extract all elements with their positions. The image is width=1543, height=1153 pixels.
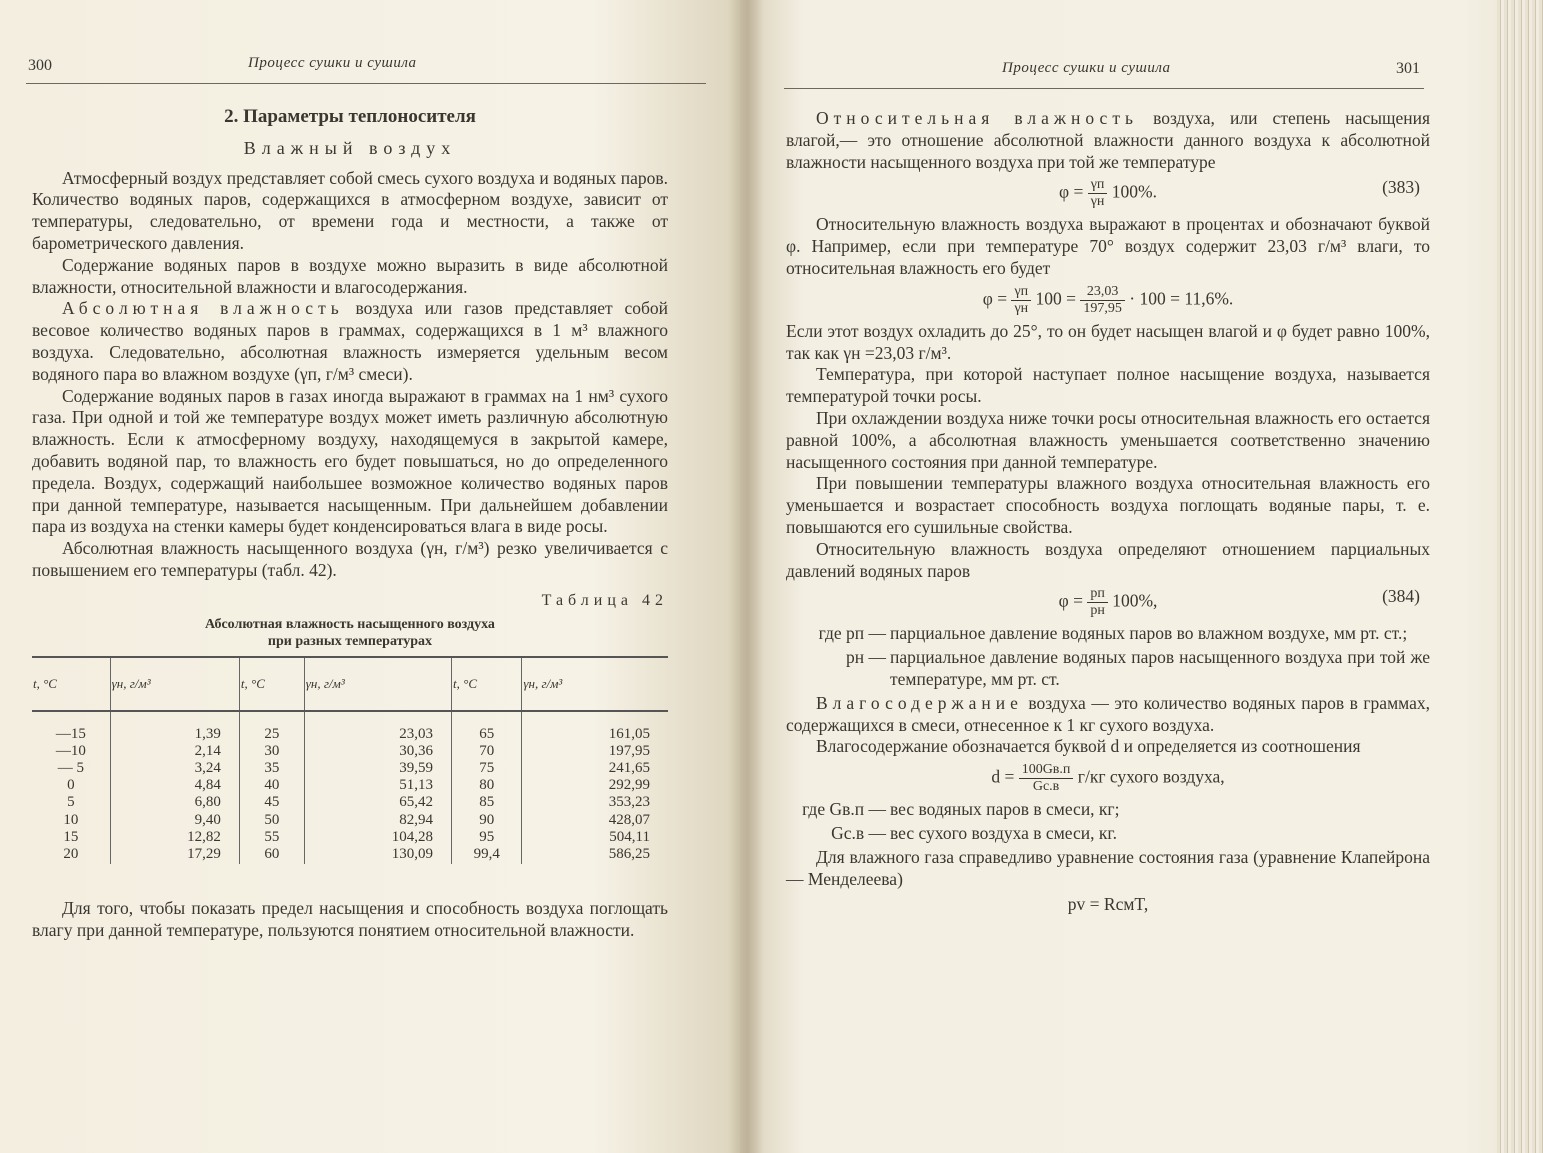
right-page — [740, 0, 1543, 1153]
table-cell: 2,14 — [194, 742, 221, 759]
table-cell: 9,40 — [194, 811, 221, 828]
table-cell: 5 — [67, 794, 75, 811]
table-cell: 197,95 — [608, 742, 650, 759]
right-text-column — [786, 108, 1430, 920]
table-cell: 30 — [264, 742, 280, 759]
formula-rhs: 100%. — [1111, 181, 1157, 202]
paragraph: Влагосодержание обозначается буквой d и определяется из соотношения — [816, 736, 1361, 757]
paragraph: При охлаждении воздуха ниже точки росы относительная влажность его остается равной 100%, а абсолютная влажность уменьшается соответственно значению насыщенного состояния при данной температуре. — [786, 407, 1430, 472]
table-cell: 504,11 — [609, 828, 650, 845]
table-row — [32, 711, 668, 865]
formula-gas-law: pv = RсмT, — [1067, 894, 1149, 915]
paragraph: Для того, чтобы показать предел насыщения и способность воздуха поглощать влагу при данной температуре, пользуются понятием относительной влажности. — [32, 898, 668, 940]
fraction — [1080, 284, 1125, 317]
table-column-humidity — [110, 711, 239, 865]
page-edge — [1497, 0, 1543, 1153]
table-header: t, °C — [452, 657, 522, 711]
table-column-humidity — [304, 711, 451, 865]
formula-rhs: г/кг сухого воздуха, — [1077, 766, 1225, 787]
paragraph: Относительную влажность воздуха определяют отношением парциальных давлений водяных паров — [786, 538, 1430, 581]
formula-example — [786, 284, 1430, 317]
paragraph: При повышении температуры влажного воздуха относительная влажность его уменьшается и возрастает способность воздуха поглощать водяные пары, т. е. повышаются его сушильные свойства. — [786, 473, 1430, 537]
fraction-numerator: γп — [1088, 177, 1108, 194]
table-cell: 0 — [67, 777, 75, 794]
definition-symbol: Gс.в — — [831, 822, 886, 843]
page-number: 301 — [1396, 60, 1420, 77]
table-caption: Таблица 42 — [541, 591, 668, 609]
definition-text: парциальное давление водяных паров во влажном воздухе, мм рт. ст.; — [890, 623, 1408, 644]
paragraph: Для влажного газа справедливо уравнение состояния газа (уравнение Клапейрона — Менделеева) — [786, 846, 1430, 889]
table-cell: 161,05 — [608, 725, 650, 742]
table-cell: 25 — [264, 725, 280, 742]
table-cell: 99,4 — [473, 845, 500, 862]
running-header: Процесс сушки и сушила — [1002, 60, 1171, 76]
running-header: Процесс сушки и сушила — [248, 55, 417, 71]
book-gutter — [728, 0, 764, 1153]
table-cell: 39,59 — [399, 759, 434, 776]
table-cell: 45 — [264, 794, 280, 811]
formula-mid: 100 = — [1035, 288, 1077, 309]
formula-383 — [786, 177, 1430, 210]
definition-item — [786, 799, 1430, 821]
table-cell: 60 — [264, 845, 280, 862]
table-column-temp — [32, 711, 110, 865]
table-cell: 82,94 — [399, 811, 434, 828]
table-cell: 586,25 — [608, 845, 650, 862]
table-cell: —15 — [55, 725, 86, 742]
table-cell: 17,29 — [187, 845, 221, 862]
paragraph: Содержание водяных паров в газах иногда выражают в граммах на 1 нм³ сухого газа. При одной и той же температуре воздух может иметь различную абсолютную влажность. Если к атмосферному воздуху, находящемуся в закрытой камере, добавить водяной пар, то влажность его будет повышаться, но до определенного предела. Воздух, содержащий наибольшее возможное количество водяных паров при данной температуре, называется насыщенным. При дальнейшем добавлении пара из воздуха на стенки камеры будет конденсироваться влага в виде росы. — [32, 385, 668, 537]
table-title — [32, 616, 668, 650]
fraction-numerator: γп — [1011, 284, 1031, 301]
table-header-row — [32, 657, 668, 711]
paragraph-text: воздуха или газов представляет собой весовое количество водяных паров в граммах, содержащихся в 1 м³ влажного воздуха. Следовательно, абсолютная влажность измеряется удельным весом водяного пара во влажном воздухе (γп, г/м³ смеси). — [32, 298, 668, 384]
formula-lhs: φ = — [1059, 181, 1084, 202]
fraction-denominator: 197,95 — [1083, 300, 1122, 316]
page-number: 300 — [28, 57, 52, 74]
humidity-table — [32, 656, 668, 865]
table-column-temp — [452, 711, 522, 865]
table-cell: 428,07 — [608, 811, 650, 828]
table-cell: 4,84 — [194, 777, 221, 794]
definition-text: вес сухого воздуха в смеси, кг. — [890, 822, 1117, 843]
header-rule — [26, 83, 706, 84]
table-column-humidity — [522, 711, 668, 865]
table-cell: 85 — [479, 794, 495, 811]
formula-moisture — [786, 762, 1430, 795]
table-cell: 35 — [264, 759, 280, 776]
table-cell: 292,99 — [608, 777, 650, 794]
paragraph — [32, 298, 668, 385]
table-cell: 40 — [264, 777, 280, 794]
equation-number: (383) — [1382, 177, 1420, 198]
subsection-title: Влажный воздух — [243, 137, 457, 158]
table-column-temp — [239, 711, 304, 865]
fraction — [1088, 177, 1108, 210]
paragraph-text: воздуха, или степень насыщения влагой,— это отношение абсолютной влажности данного воздуха к абсолютной влажности насыщенного воздуха при той же температуре — [786, 108, 1430, 172]
table-cell: 75 — [479, 759, 495, 776]
table-cell: 15 — [63, 828, 79, 845]
formula-rhs: · 100 = 11,6%. — [1129, 288, 1234, 309]
table-cell: 50 — [264, 811, 280, 828]
table-header: γн, г/м³ — [304, 657, 451, 711]
term-moisture-content: Влагосодержание — [816, 692, 1023, 713]
table-cell: 6,80 — [194, 794, 221, 811]
definition-symbol: где pп — — [818, 623, 886, 644]
table-cell: 51,13 — [399, 777, 434, 794]
term-absolute-humidity: Абсолютная влажность — [62, 298, 344, 319]
formula-lhs: d = — [991, 766, 1015, 787]
table-cell: 20 — [63, 845, 79, 862]
equation-number: (384) — [1382, 586, 1420, 607]
table-cell: 10 — [63, 811, 79, 828]
table-cell: 1,39 — [194, 725, 221, 742]
paragraph-text: воздуха — это количество водяных паров в граммах, содержащихся в смеси, отнесенное к 1 кг сухого воздуха. — [786, 692, 1430, 735]
table-cell: 70 — [479, 742, 495, 759]
table-cell: 65 — [479, 725, 495, 742]
definition-symbol: pн — — [846, 647, 886, 668]
paragraph: Относительную влажность воздуха выражают в процентах и обозначают буквой φ. Например, если при температуре 70° воздух содержит 23,03 г/м³ влаги, то относительная влажность его будет — [786, 214, 1430, 278]
table-title-line: Абсолютная влажность насыщенного воздуха — [205, 616, 495, 632]
table-cell: —10 — [55, 742, 86, 759]
fraction — [1087, 586, 1108, 619]
table-cell: — 5 — [57, 759, 84, 776]
table-header: γн, г/м³ — [110, 657, 239, 711]
paragraph — [786, 693, 1430, 737]
table-header: t, °C — [32, 657, 110, 711]
formula-rhs: 100%, — [1112, 590, 1158, 611]
definition-item — [786, 623, 1430, 645]
fraction — [1011, 284, 1031, 317]
fraction-denominator: γн — [1014, 300, 1029, 316]
table-cell: 104,28 — [391, 828, 434, 845]
section-title: 2. Параметры теплоносителя — [224, 106, 476, 127]
definition-text: парциальное давление водяных паров насыщенного воздуха при той же температуре, мм рт. ст. — [890, 647, 1430, 689]
definition-item — [786, 823, 1430, 845]
table-cell: 80 — [479, 777, 495, 794]
paragraph: Абсолютная влажность насыщенного воздуха (γн, г/м³) резко увеличивается с повышением его температуры (табл. 42). — [32, 538, 668, 580]
table-cell: 55 — [264, 828, 280, 845]
table-cell: 3,24 — [194, 759, 221, 776]
formula-384 — [786, 586, 1430, 619]
formula-lhs: φ = — [982, 288, 1008, 309]
table-header: γн, г/м³ — [522, 657, 668, 711]
table-cell: 23,03 — [399, 725, 434, 742]
formula-lhs: φ = — [1058, 590, 1083, 611]
paragraph: Если этот воздух охладить до 25°, то он будет насыщен влагой и φ будет равно 100%, так как γн =23,03 г/м³. — [786, 320, 1430, 363]
table-cell: 241,65 — [608, 759, 650, 776]
fraction-denominator: pн — [1090, 603, 1105, 619]
fraction-numerator: pп — [1087, 586, 1108, 603]
paragraph: Температура, при которой наступает полное насыщение воздуха, называется температурой точки росы. — [786, 364, 1430, 407]
table-cell: 12,82 — [187, 828, 221, 845]
fraction-numerator: 100Gв.п — [1019, 762, 1074, 779]
definition-text: вес водяных паров в смеси, кг; — [890, 799, 1120, 820]
table-cell: 30,36 — [399, 742, 434, 759]
fraction-numerator: 23,03 — [1080, 284, 1125, 301]
fraction-denominator: Gс.в — [1032, 779, 1060, 795]
table-cell: 95 — [479, 828, 495, 845]
header-rule — [784, 88, 1424, 89]
fraction — [1019, 762, 1074, 795]
table-cell: 65,42 — [399, 794, 434, 811]
paragraph: Атмосферный воздух представляет собой смесь сухого воздуха и водяных паров. Количество водяных паров, содержащихся в атмосферном воздухе, зависит от температуры, следовательно, от времени года и местности, а также от барометрического давления. — [32, 167, 668, 253]
paragraph — [786, 108, 1430, 173]
table-cell: 130,09 — [391, 845, 434, 862]
left-text-column — [32, 100, 668, 942]
table-cell: 353,23 — [608, 794, 650, 811]
left-page — [0, 0, 740, 1153]
table-header: t, °C — [239, 657, 304, 711]
table-cell: 90 — [479, 811, 495, 828]
definition-item — [786, 647, 1430, 691]
definition-symbol: где Gв.п — — [802, 799, 886, 820]
table-title-line: при разных температурах — [267, 633, 433, 649]
fraction-denominator: γн — [1090, 194, 1105, 210]
paragraph: Содержание водяных паров в воздухе можно выразить в виде абсолютной влажности, относительной влажности и влагосодержания. — [32, 254, 668, 297]
term-relative-humidity: Относительная влажность — [816, 108, 1138, 128]
